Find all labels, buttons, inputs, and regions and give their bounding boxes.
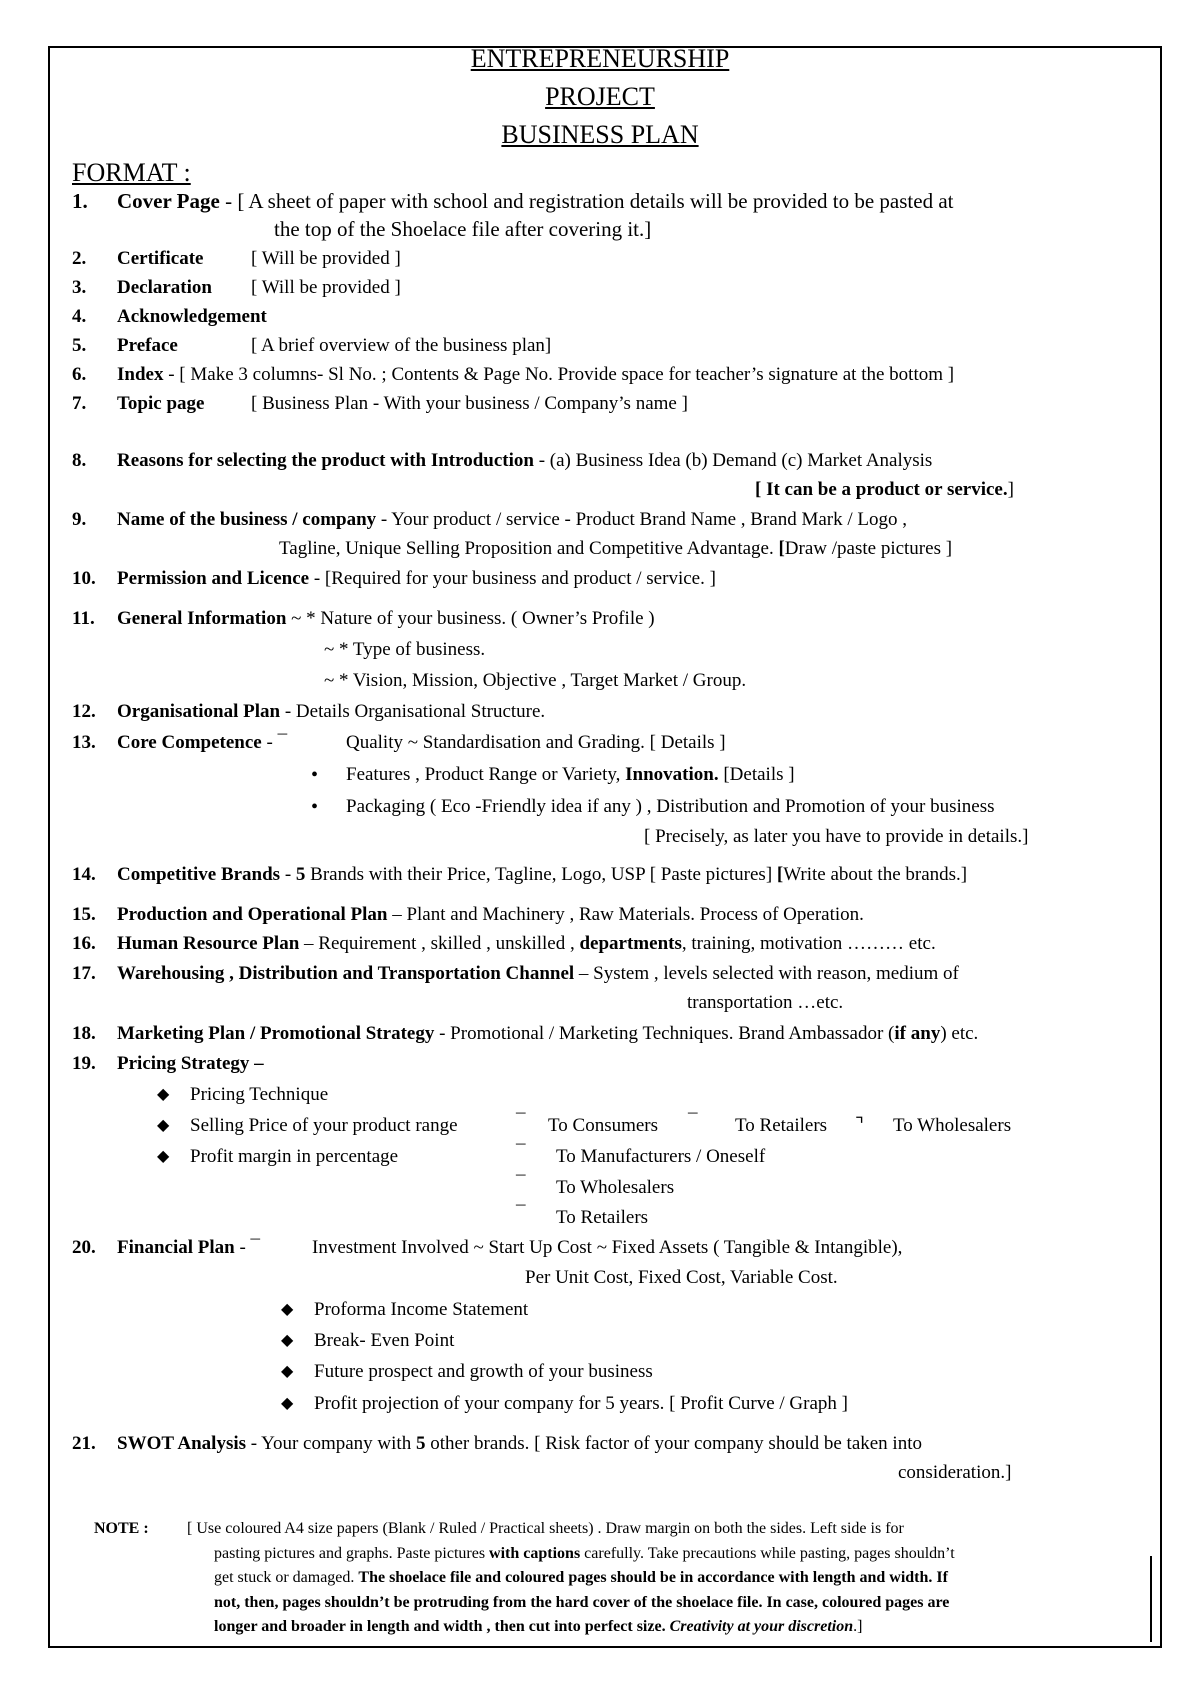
item-9-cont-a: Tagline, Unique Selling Proposition and Competitive Advantage.: [279, 538, 779, 559]
item-14-text-a: -: [280, 864, 296, 885]
item-9-cont-c: Draw /paste pictures ]: [784, 538, 953, 559]
item-2-text: [ Will be provided ]: [251, 248, 401, 269]
item-16: [117, 932, 936, 956]
item-8-text: - (a) Business Idea (b) Demand (c) Market Analysis: [533, 450, 933, 471]
item-16-head: Human Resource Plan: [117, 933, 300, 954]
diamond-bullet-icon: ◆: [157, 1148, 170, 1165]
item-16-number: 16.: [72, 933, 96, 954]
item-12-number: 12.: [72, 701, 96, 722]
bullet-icon: •: [311, 796, 319, 818]
item-21-number: 21.: [72, 1433, 96, 1454]
item-11-line-3: ~ * Vision, Mission, Objective , Target Market / Group.: [324, 670, 747, 691]
item-19-retailers: To Retailers: [735, 1115, 828, 1136]
item-13-head: Core Competence: [117, 732, 262, 753]
item-21-cont: consideration.]: [898, 1462, 1012, 1483]
item-19-to-wholesalers: To Wholesalers: [556, 1177, 675, 1198]
item-8: [117, 449, 932, 473]
item-8-number: 8.: [72, 450, 87, 471]
item-21-text-c: other brands. [ Risk factor of your company should be taken into: [425, 1433, 922, 1454]
diamond-bullet-icon: ◆: [281, 1395, 294, 1412]
item-14-text-b: 5: [295, 864, 306, 885]
item-17-cont: transportation …etc.: [687, 992, 844, 1013]
diamond-bullet-icon: ◆: [157, 1086, 170, 1103]
item-18: [117, 1022, 978, 1046]
item-16-text-a: – Requirement , skilled , unskilled ,: [299, 933, 580, 954]
item-17-number: 17.: [72, 963, 96, 984]
item-4-number: 4.: [72, 306, 87, 327]
item-20-line-2: Per Unit Cost, Fixed Cost, Variable Cost.: [525, 1267, 838, 1288]
note-line-1: [ Use coloured A4 size papers (Blank / Ruled / Practical sheets) . Draw margin on both the sides. Left side is for: [187, 1520, 904, 1537]
item-14-text-d: [: [776, 864, 784, 885]
doc-title-2: PROJECT: [545, 82, 655, 111]
note-line-3b: The shoelace file and coloured pages should be in accordance with length and width. If: [358, 1569, 948, 1586]
item-3-number: 3.: [72, 277, 87, 298]
item-10-text: - [Required for your business and product / service. ]: [309, 568, 716, 589]
note-line-5: [214, 1615, 862, 1640]
item-8-cont-bold: [ It can be a product or service.: [755, 479, 1008, 500]
item-13-text: - ¯: [261, 732, 288, 753]
item-19-to-retailers: To Retailers: [556, 1207, 649, 1228]
macron-mark: ¯: [688, 1111, 698, 1132]
item-19-number: 19.: [72, 1053, 96, 1074]
item-15-number: 15.: [72, 904, 96, 925]
item-1-head: Cover Page: [117, 189, 220, 213]
item-19-wholesalers: To Wholesalers: [893, 1115, 1012, 1136]
diamond-bullet-icon: ◆: [281, 1301, 294, 1318]
note-line-5b: Creativity at your discretion: [669, 1618, 854, 1635]
note-line-4: not, then, pages shouldn’t be protruding from the hard cover of the shoelace file. In case, coloured pages are: [214, 1594, 950, 1611]
item-2-number: 2.: [72, 248, 87, 269]
item-11-text: ~ * Nature of your business. ( Owner’s Profile ): [286, 608, 655, 629]
macron-mark: ¯: [516, 1111, 526, 1132]
bullet-icon: •: [311, 764, 319, 786]
item-13: [117, 731, 287, 755]
item-21-text-a: - Your company with: [246, 1433, 416, 1454]
item-2-head: Certificate: [117, 248, 204, 269]
item-19-bullet-3: Profit margin in percentage: [190, 1146, 399, 1167]
item-1-text: - [ A sheet of paper with school and registration details will be provided to be pasted at: [219, 189, 954, 213]
item-17-head: Warehousing , Distribution and Transportation Channel: [117, 963, 575, 984]
item-11-head: General Information: [117, 608, 287, 629]
item-6: [117, 363, 954, 387]
item-11-number: 11.: [72, 608, 95, 629]
macron-mark: ¯: [516, 1203, 526, 1224]
note-line-5a: longer and broader in length and width , then cut into perfect size.: [214, 1618, 670, 1635]
item-12: [117, 700, 545, 724]
note-line-3a: get stuck or damaged.: [214, 1569, 359, 1586]
doc-title-1: ENTREPRENEURSHIP: [470, 44, 730, 73]
diamond-bullet-icon: ◆: [281, 1363, 294, 1380]
item-13-line-2c: [Details ]: [718, 764, 795, 785]
item-17-text: – System , levels selected with reason, medium of: [574, 963, 959, 984]
note-line-2b: with captions: [489, 1545, 581, 1562]
item-8-cont: [755, 478, 1014, 502]
item-14-head: Competitive Brands: [117, 864, 281, 885]
item-20: [117, 1236, 260, 1260]
item-18-text-b: if any: [894, 1023, 941, 1044]
item-20-number: 20.: [72, 1237, 96, 1258]
item-13-line-2b: Innovation.: [625, 764, 719, 785]
item-14: [117, 863, 967, 887]
item-9: [117, 508, 907, 532]
item-5-head: Preface: [117, 335, 178, 356]
item-11-line-2: ~ * Type of business.: [324, 639, 486, 660]
note-line-2: [214, 1542, 955, 1567]
item-3-text: [ Will be provided ]: [251, 277, 401, 298]
item-20-bullet-2: Break- Even Point: [314, 1330, 455, 1351]
item-6-text: - [ Make 3 columns- Sl No. ; Contents & Page No. Provide space for teacher’s signature at the bottom ]: [163, 364, 955, 385]
item-18-text-c: ) etc.: [940, 1023, 979, 1044]
item-9-number: 9.: [72, 509, 87, 530]
item-21: [117, 1432, 922, 1456]
note-line-3: [214, 1566, 948, 1591]
item-15: [117, 903, 864, 927]
item-15-text: – Plant and Machinery , Raw Materials. Process of Operation.: [387, 904, 864, 925]
macron-mark: ¯: [516, 1142, 526, 1163]
item-10-head: Permission and Licence: [117, 568, 310, 589]
item-11: [117, 607, 655, 631]
item-3-head: Declaration: [117, 277, 212, 298]
item-9-head: Name of the business / company: [117, 509, 377, 530]
item-13-line-1: Quality ~ Standardisation and Grading. [ Details ]: [346, 732, 726, 753]
item-9-cont-b: [: [778, 538, 785, 559]
item-18-head: Marketing Plan / Promotional Strategy: [117, 1023, 435, 1044]
item-20-line-1: Investment Involved ~ Start Up Cost ~ Fixed Assets ( Tangible & Intangible),: [312, 1237, 903, 1258]
margin-rule: [1150, 1556, 1152, 1642]
item-19-bullet-2: Selling Price of your product range: [190, 1115, 458, 1136]
item-14-text-e: Write about the brands.]: [783, 864, 968, 885]
item-6-head: Index: [117, 364, 164, 385]
item-19-bullet-1: Pricing Technique: [190, 1084, 329, 1105]
note-line-5c: .]: [853, 1618, 863, 1635]
macron-mark: ¯: [516, 1173, 526, 1194]
item-14-text-c: Brands with their Price, Tagline, Logo, USP [ Paste pictures]: [305, 864, 777, 885]
note-line-2c: carefully. Take precautions while pasting, pages shouldn’t: [580, 1545, 955, 1562]
item-16-text-b: departments: [579, 933, 682, 954]
corner-mark: ⌝: [855, 1115, 864, 1136]
item-1: [117, 188, 953, 214]
item-8-head: Reasons for selecting the product with Introduction: [117, 450, 534, 471]
item-16-text-c: , training, motivation ……… etc.: [681, 933, 936, 954]
item-6-number: 6.: [72, 364, 87, 385]
item-20-bullet-3: Future prospect and growth of your business: [314, 1361, 653, 1382]
item-15-head: Production and Operational Plan: [117, 904, 388, 925]
item-13-line-3: Packaging ( Eco -Friendly idea if any ) , Distribution and Promotion of your business: [346, 796, 995, 817]
item-7-head: Topic page: [117, 393, 205, 414]
item-20-text: - ¯: [234, 1237, 261, 1258]
item-1-number: 1.: [72, 189, 88, 213]
item-19-head: Pricing Strategy –: [117, 1053, 264, 1074]
item-9-text: - Your product / service - Product Brand Name , Brand Mark / Logo ,: [376, 509, 907, 530]
diamond-bullet-icon: ◆: [157, 1117, 170, 1134]
note-line-2a: pasting pictures and graphs. Paste pictures: [214, 1545, 490, 1562]
item-13-number: 13.: [72, 732, 96, 753]
item-1-cont: the top of the Shoelace file after covering it.]: [274, 217, 652, 241]
item-20-head: Financial Plan: [117, 1237, 235, 1258]
doc-title-3: BUSINESS PLAN: [501, 120, 699, 149]
format-label: FORMAT :: [72, 158, 191, 187]
item-9-cont: [279, 537, 952, 561]
item-18-text-a: - Promotional / Marketing Techniques. Brand Ambassador (: [434, 1023, 895, 1044]
item-13-line-4: [ Precisely, as later you have to provide in details.]: [644, 826, 1029, 847]
item-4-head: Acknowledgement: [117, 306, 267, 327]
item-17: [117, 962, 959, 986]
item-12-text: - Details Organisational Structure.: [280, 701, 546, 722]
item-21-text-b: 5: [415, 1433, 426, 1454]
item-7-text: [ Business Plan - With your business / Company’s name ]: [251, 393, 688, 414]
item-19-manufacturers: To Manufacturers / Oneself: [556, 1146, 766, 1167]
item-13-line-2a: Features , Product Range or Variety,: [346, 764, 626, 785]
item-5-text: [ A brief overview of the business plan]: [251, 335, 552, 356]
item-20-bullet-4: Profit projection of your company for 5 years. [ Profit Curve / Graph ]: [314, 1393, 848, 1414]
item-8-cont-end: ]: [1007, 479, 1014, 500]
item-10: [117, 567, 716, 591]
item-18-number: 18.: [72, 1023, 96, 1044]
item-12-head: Organisational Plan: [117, 701, 281, 722]
item-13-line-2: [346, 763, 795, 787]
item-5-number: 5.: [72, 335, 87, 356]
item-20-bullet-1: Proforma Income Statement: [314, 1299, 529, 1320]
item-21-head: SWOT Analysis: [117, 1433, 247, 1454]
item-7-number: 7.: [72, 393, 87, 414]
item-10-number: 10.: [72, 568, 96, 589]
diamond-bullet-icon: ◆: [281, 1332, 294, 1349]
item-19-consumers: To Consumers: [548, 1115, 659, 1136]
note-label: NOTE :: [94, 1520, 149, 1537]
item-14-number: 14.: [72, 864, 96, 885]
